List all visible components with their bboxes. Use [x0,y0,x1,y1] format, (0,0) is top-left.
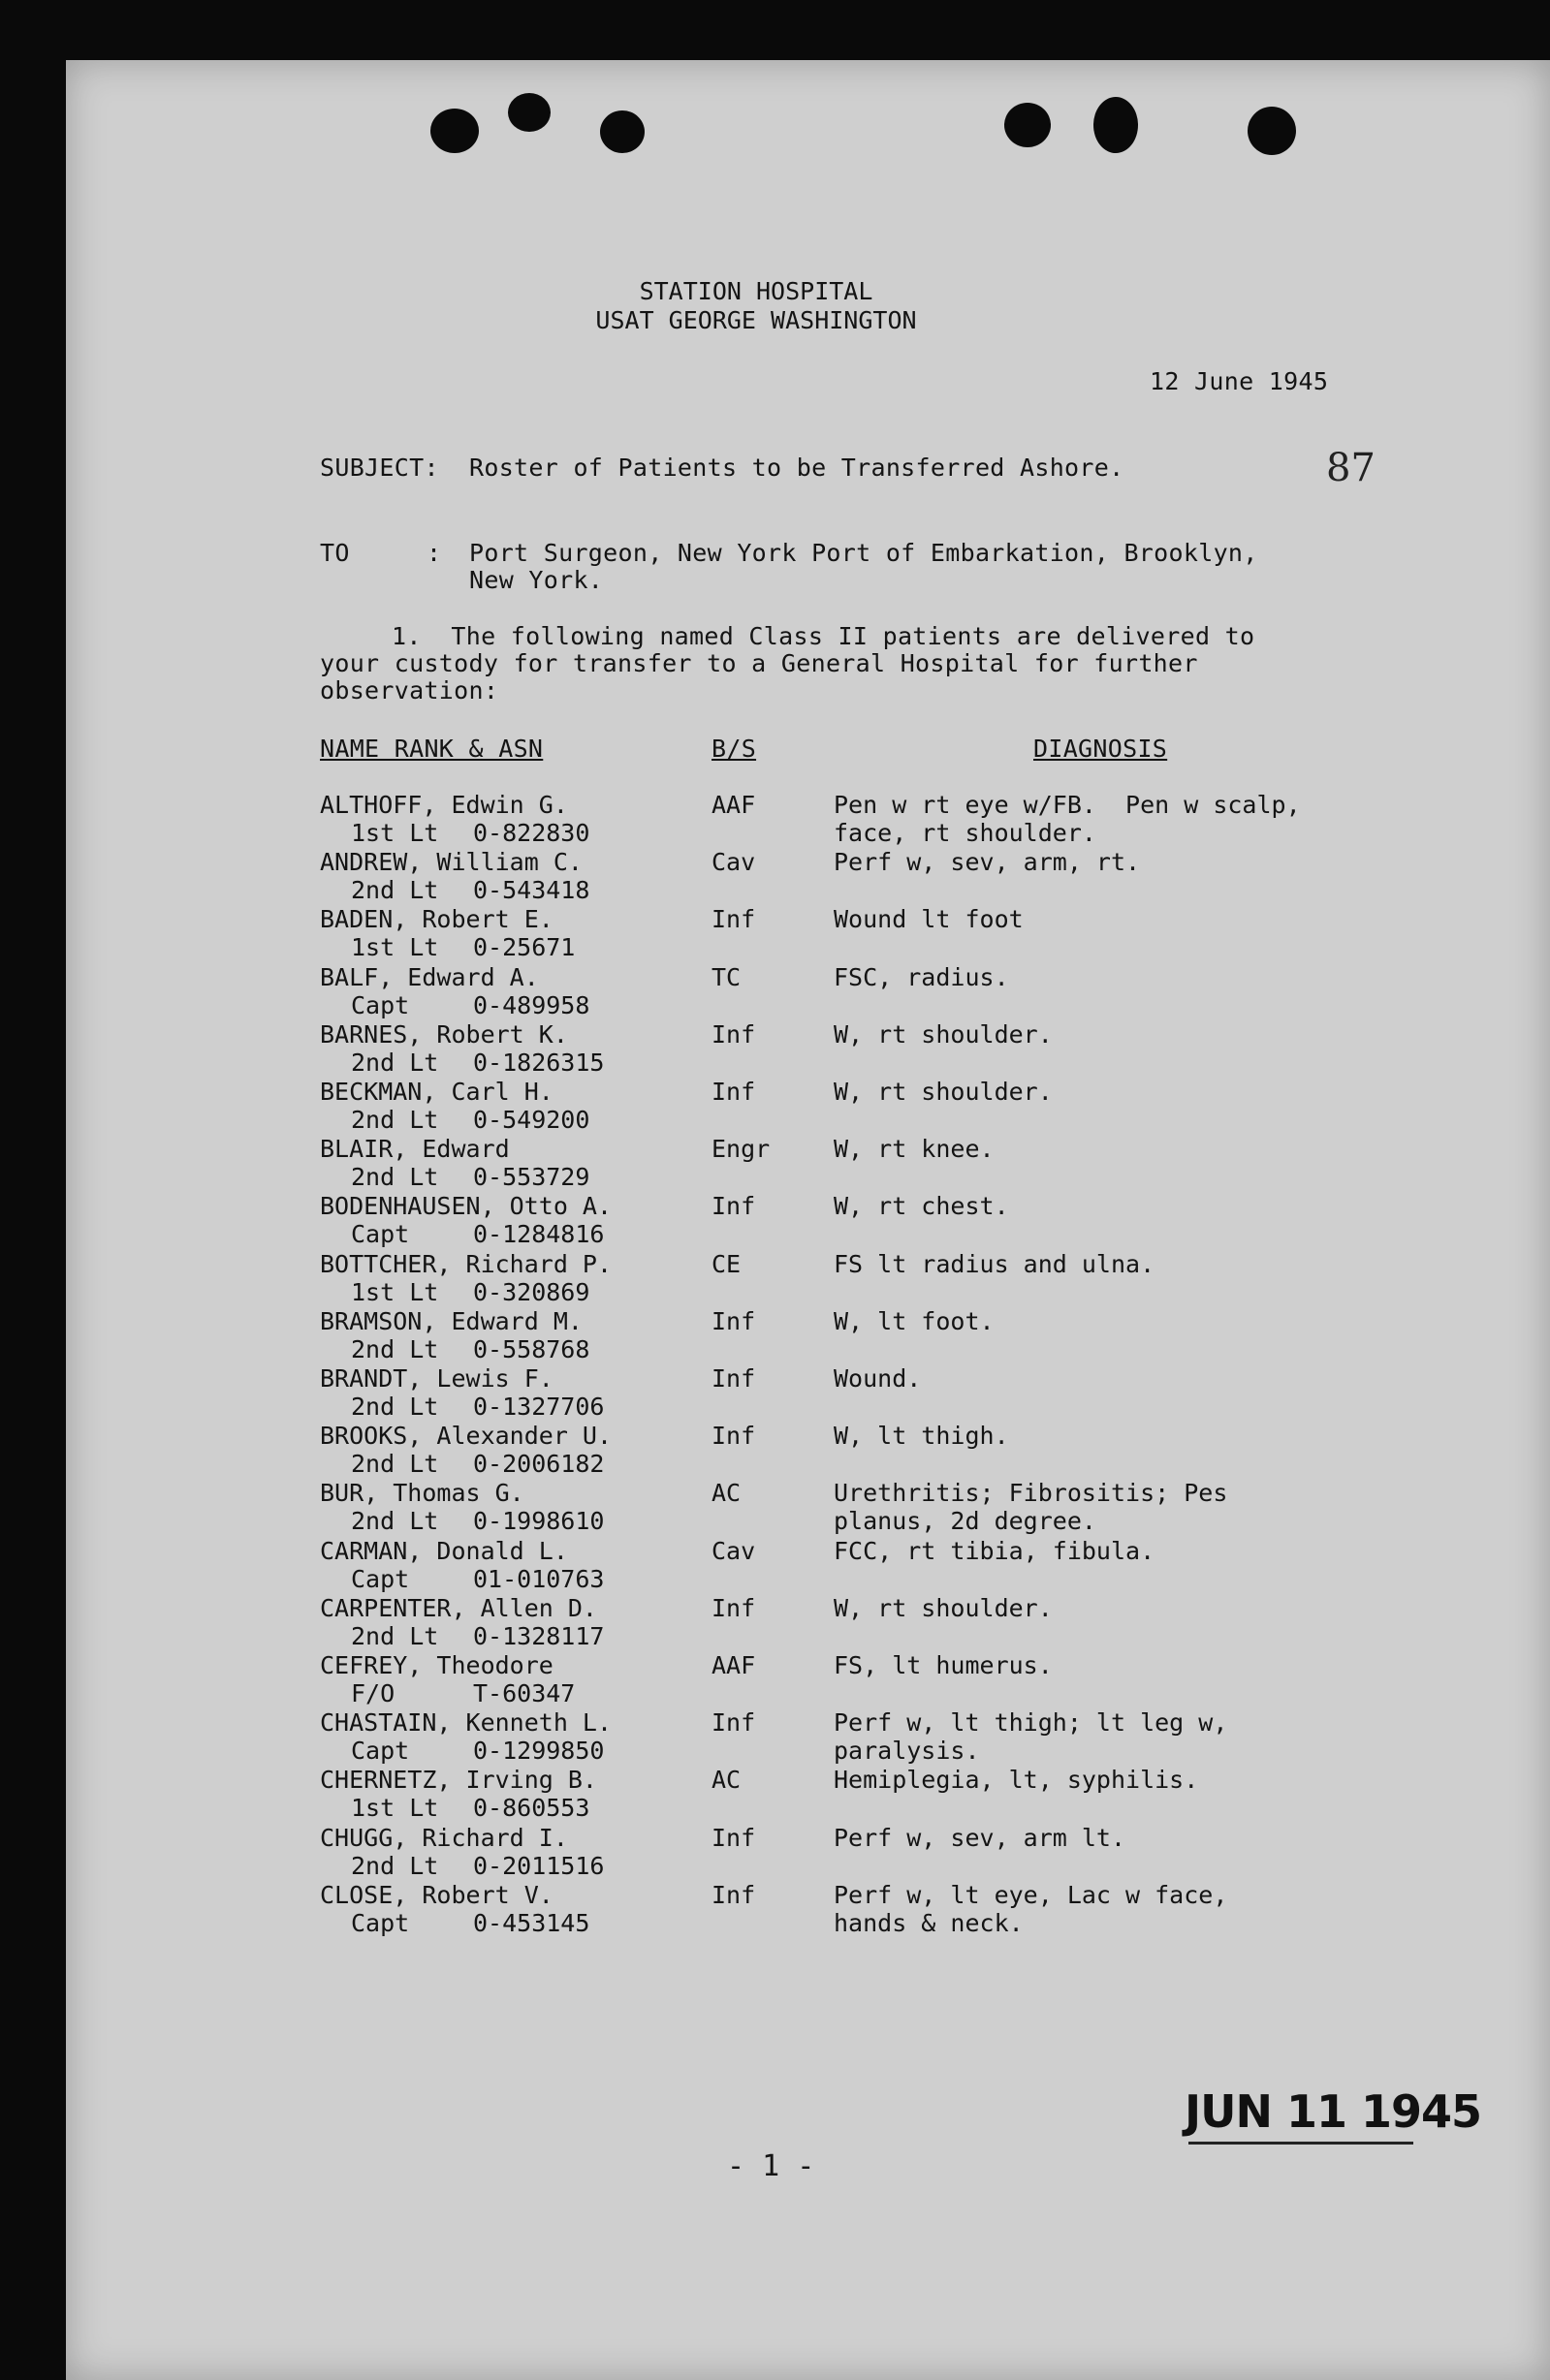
punch-hole [1004,103,1051,147]
patient-asn: 0-25671 [473,933,576,961]
patient-rank: Capt [351,1909,410,1937]
patient-rank: 2nd Lt [351,1622,439,1650]
patient-asn: T-60347 [473,1679,576,1707]
patient-branch: Inf [712,905,756,933]
patient-asn: 0-860553 [473,1794,590,1822]
patient-asn: 0-822830 [473,819,590,847]
patient-name: BRANDT, Lewis F. [320,1364,554,1393]
patient-asn: 0-2011516 [473,1852,605,1880]
patient-branch: Inf [712,1594,756,1622]
patient-diagnosis: W, lt foot. [834,1307,995,1335]
patient-diagnosis: FSC, radius. [834,963,1009,991]
patient-diagnosis: Urethritis; Fibrositis; Pes [834,1479,1228,1507]
document-page [66,60,1550,2380]
patient-name: BADEN, Robert E. [320,905,554,933]
patient-branch: Inf [712,1422,756,1450]
punch-hole [1248,107,1296,155]
patient-diagnosis: Hemiplegia, lt, syphilis. [834,1766,1199,1794]
patient-diagnosis: FS, lt humerus. [834,1651,1053,1679]
patient-rank: 1st Lt [351,933,439,961]
patient-asn: 0-553729 [473,1163,590,1191]
patient-rank: 2nd Lt [351,1507,439,1535]
patient-diagnosis-cont: planus, 2d degree. [834,1507,1096,1535]
patient-diagnosis-cont: face, rt shoulder. [834,819,1096,847]
patient-asn: 0-1998610 [473,1507,605,1535]
patient-branch: Inf [712,1708,756,1737]
patient-branch: CE [712,1250,742,1278]
patient-asn: 0-1826315 [473,1049,605,1077]
document-date: 12 June 1945 [1150,367,1329,395]
patient-name: BROOKS, Alexander U. [320,1422,613,1450]
patient-rank: 2nd Lt [351,1450,439,1478]
to-colon: : [427,539,442,567]
patient-name: CARMAN, Donald L. [320,1537,568,1565]
header-diagnosis: DIAGNOSIS [1033,735,1168,763]
patient-branch: Inf [712,1364,756,1393]
patient-branch: AAF [712,1651,756,1679]
patient-rank: F/O [351,1679,395,1707]
received-date-stamp: JUN 11 1945 [1185,2085,1482,2138]
paragraph-line2: your custody for transfer to a General Hospital for further [320,649,1198,677]
patient-branch: Engr [712,1135,771,1163]
patient-name: BALF, Edward A. [320,963,539,991]
patient-name: CHASTAIN, Kenneth L. [320,1708,613,1737]
patient-asn: 0-2006182 [473,1450,605,1478]
patient-rank: Capt [351,1220,410,1248]
subject-text: Roster of Patients to be Transferred Ashore. [469,454,1124,482]
header-line2: USAT GEORGE WASHINGTON [595,306,917,334]
patient-name: CLOSE, Robert V. [320,1881,554,1909]
patient-asn: 0-320869 [473,1278,590,1306]
patient-rank: 2nd Lt [351,1852,439,1880]
punch-hole [430,109,479,153]
patient-name: BUR, Thomas G. [320,1479,524,1507]
patient-diagnosis: W, rt shoulder. [834,1078,1053,1106]
header-bs: B/S [712,735,757,763]
patient-rank: 1st Lt [351,819,439,847]
patient-diagnosis: Wound lt foot [834,905,1024,933]
page-number: - 1 - [727,2149,815,2183]
patient-diagnosis: W, rt shoulder. [834,1594,1053,1622]
patient-branch: Cav [712,1537,756,1565]
patient-branch: AC [712,1766,742,1794]
patient-branch: Inf [712,1881,756,1909]
paragraph-line1: 1. The following named Class II patients are delivered to [392,622,1255,650]
punch-hole [600,110,645,153]
to-line2: New York. [469,566,604,594]
patient-name: BRAMSON, Edward M. [320,1307,583,1335]
stamp-underline [1188,2142,1413,2145]
patient-branch: Inf [712,1307,756,1335]
patient-diagnosis: Perf w, sev, arm lt. [834,1824,1126,1852]
to-label: TO [320,539,350,567]
patient-rank: 2nd Lt [351,1335,439,1363]
patient-name: CARPENTER, Allen D. [320,1594,597,1622]
patient-diagnosis: FCC, rt tibia, fibula. [834,1537,1155,1565]
patient-name: BODENHAUSEN, Otto A. [320,1192,613,1220]
patient-rank: Capt [351,1565,410,1593]
subject-label: SUBJECT: [320,454,439,482]
patient-name: CHUGG, Richard I. [320,1824,568,1852]
patient-asn: 0-1328117 [473,1622,605,1650]
punch-hole [508,93,551,132]
patient-asn: 01-010763 [473,1565,605,1593]
patient-diagnosis: W, rt shoulder. [834,1020,1053,1049]
patient-diagnosis-cont: hands & neck. [834,1909,1024,1937]
punch-hole [1093,97,1138,153]
to-line1: Port Surgeon, New York Port of Embarkation, Brooklyn, [469,539,1258,567]
patient-name: ALTHOFF, Edwin G. [320,791,568,819]
patient-branch: Inf [712,1020,756,1049]
patient-asn: 0-1284816 [473,1220,605,1248]
patient-rank: 1st Lt [351,1278,439,1306]
patient-branch: Cav [712,848,756,876]
patient-name: BECKMAN, Carl H. [320,1078,554,1106]
patient-rank: Capt [351,991,410,1019]
patient-branch: AAF [712,791,756,819]
patient-diagnosis: Perf w, lt thigh; lt leg w, [834,1708,1228,1737]
patient-rank: 2nd Lt [351,876,439,904]
patient-rank: 2nd Lt [351,1393,439,1421]
patient-branch: Inf [712,1078,756,1106]
header-name-rank-asn: NAME RANK & ASN [320,735,544,763]
patient-name: CEFREY, Theodore [320,1651,554,1679]
patient-rank: 2nd Lt [351,1163,439,1191]
patient-name: BLAIR, Edward [320,1135,510,1163]
patient-diagnosis: Perf w, lt eye, Lac w face, [834,1881,1228,1909]
patient-name: BARNES, Robert K. [320,1020,568,1049]
patient-rank: 2nd Lt [351,1049,439,1077]
patient-diagnosis: W, rt knee. [834,1135,995,1163]
patient-diagnosis: W, rt chest. [834,1192,1009,1220]
patient-diagnosis-cont: paralysis. [834,1737,980,1765]
patient-rank: 2nd Lt [351,1106,439,1134]
patient-rank: 1st Lt [351,1794,439,1822]
header-line1: STATION HOSPITAL [639,277,873,305]
patient-branch: AC [712,1479,742,1507]
patient-branch: TC [712,963,742,991]
patient-diagnosis: Pen w rt eye w/FB. Pen w scalp, [834,791,1301,819]
patient-asn: 0-549200 [473,1106,590,1134]
patient-name: CHERNETZ, Irving B. [320,1766,597,1794]
file-number: 87 [1326,446,1376,490]
patient-diagnosis: W, lt thigh. [834,1422,1009,1450]
patient-diagnosis: Perf w, sev, arm, rt. [834,848,1141,876]
patient-branch: Inf [712,1824,756,1852]
paragraph-line3: observation: [320,676,499,705]
patient-diagnosis: FS lt radius and ulna. [834,1250,1155,1278]
patient-branch: Inf [712,1192,756,1220]
patient-name: ANDREW, William C. [320,848,583,876]
patient-asn: 0-1299850 [473,1737,605,1765]
patient-rank: Capt [351,1737,410,1765]
patient-asn: 0-489958 [473,991,590,1019]
patient-diagnosis: Wound. [834,1364,922,1393]
patient-asn: 0-543418 [473,876,590,904]
patient-asn: 0-558768 [473,1335,590,1363]
patient-asn: 0-453145 [473,1909,590,1937]
patient-asn: 0-1327706 [473,1393,605,1421]
patient-name: BOTTCHER, Richard P. [320,1250,613,1278]
